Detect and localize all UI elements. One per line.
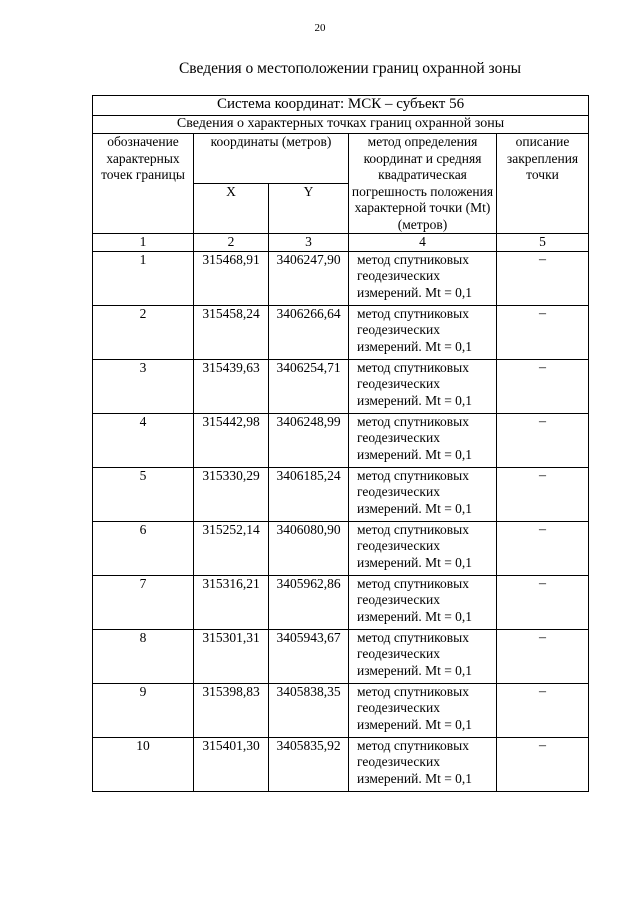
method-cell: метод спутниковых геодезических измерений. Mt = 0,1 [349,521,497,575]
y-coordinate-cell: 3406254,71 [269,359,349,413]
column-number: 4 [349,234,497,252]
table-row [93,737,589,791]
table-row [93,467,589,521]
x-coordinate-cell: 315468,91 [194,251,269,305]
point-number-cell: 5 [93,467,194,521]
table-row [93,413,589,467]
coordinate-system-row [93,96,589,116]
point-number-cell: 8 [93,629,194,683]
y-coordinate-cell: 3405943,67 [269,629,349,683]
point-number-cell: 9 [93,683,194,737]
header-row [93,134,589,184]
point-number-cell: 1 [93,251,194,305]
table-row [93,359,589,413]
x-coordinate-cell: 315458,24 [194,305,269,359]
description-cell: – [497,251,589,305]
method-cell: метод спутниковых геодезических измерений. Mt = 0,1 [349,737,497,791]
x-coordinate-cell: 315401,30 [194,737,269,791]
point-number-cell: 10 [93,737,194,791]
header-description: описание закрепления точки [497,134,589,234]
description-cell: – [497,683,589,737]
table-row [93,629,589,683]
x-coordinate-cell: 315439,63 [194,359,269,413]
document-title: Сведения о местоположении границ охранной зоны [178,60,522,77]
coordinate-system-cell: Система координат: МСК – субъект 56 [93,96,589,116]
method-cell: метод спутниковых геодезических измерений. Mt = 0,1 [349,251,497,305]
point-number-cell: 6 [93,521,194,575]
description-cell: – [497,629,589,683]
x-coordinate-cell: 315398,83 [194,683,269,737]
header-y: Y [269,184,349,234]
table-row [93,251,589,305]
y-coordinate-cell: 3406080,90 [269,521,349,575]
table-caption-row [93,116,589,134]
page-number: 20 [314,22,326,34]
y-coordinate-cell: 3406247,90 [269,251,349,305]
description-cell: – [497,305,589,359]
y-coordinate-cell: 3406248,99 [269,413,349,467]
x-coordinate-cell: 315442,98 [194,413,269,467]
table-row [93,305,589,359]
table-row [93,521,589,575]
y-coordinate-cell: 3406185,24 [269,467,349,521]
description-cell: – [497,413,589,467]
method-cell: метод спутниковых геодезических измерений. Mt = 0,1 [349,467,497,521]
y-coordinate-cell: 3405838,35 [269,683,349,737]
table-row [93,683,589,737]
y-coordinate-cell: 3406266,64 [269,305,349,359]
column-number: 5 [497,234,589,252]
method-cell: метод спутниковых геодезических измерений. Mt = 0,1 [349,305,497,359]
header-designation: обозначение характерных точек границы [93,134,194,234]
column-number-row [93,234,589,252]
column-number: 3 [269,234,349,252]
y-coordinate-cell: 3405962,86 [269,575,349,629]
x-coordinate-cell: 315252,14 [194,521,269,575]
point-number-cell: 2 [93,305,194,359]
description-cell: – [497,737,589,791]
description-cell: – [497,359,589,413]
boundary-points-table [92,95,589,792]
description-cell: – [497,521,589,575]
header-x: X [194,184,269,234]
header-coordinates: координаты (метров) [194,134,349,184]
table-caption-cell: Сведения о характерных точках границ охранной зоны [93,116,589,134]
x-coordinate-cell: 315301,31 [194,629,269,683]
description-cell: – [497,575,589,629]
column-number: 1 [93,234,194,252]
point-number-cell: 3 [93,359,194,413]
method-cell: метод спутниковых геодезических измерений. Mt = 0,1 [349,359,497,413]
header-method: метод определения координат и средняя квадратическая погрешность положения характерной точки (Mt) (метров) [349,134,497,234]
point-number-cell: 7 [93,575,194,629]
point-number-cell: 4 [93,413,194,467]
method-cell: метод спутниковых геодезических измерений. Mt = 0,1 [349,413,497,467]
table-row [93,575,589,629]
column-number: 2 [194,234,269,252]
x-coordinate-cell: 315316,21 [194,575,269,629]
method-cell: метод спутниковых геодезических измерений. Mt = 0,1 [349,575,497,629]
x-coordinate-cell: 315330,29 [194,467,269,521]
method-cell: метод спутниковых геодезических измерений. Mt = 0,1 [349,629,497,683]
method-cell: метод спутниковых геодезических измерений. Mt = 0,1 [349,683,497,737]
y-coordinate-cell: 3405835,92 [269,737,349,791]
description-cell: – [497,467,589,521]
